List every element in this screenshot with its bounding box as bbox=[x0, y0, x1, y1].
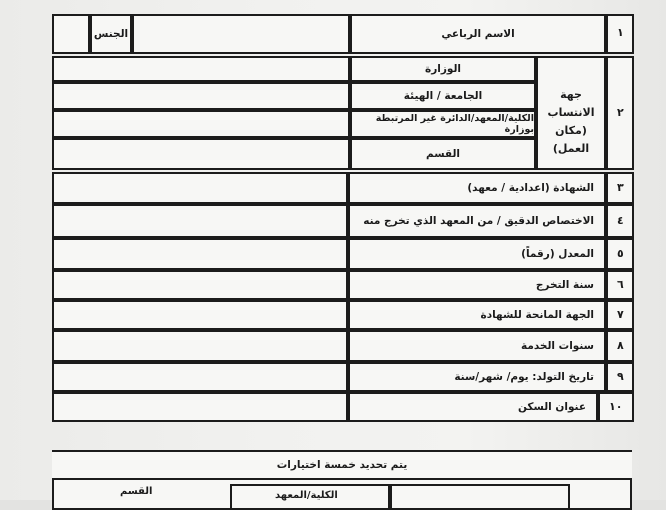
row-number-cell bbox=[606, 330, 634, 362]
college-field[interactable] bbox=[52, 110, 350, 138]
affiliation-title-cell bbox=[536, 56, 606, 170]
ministry-label: الوزارة bbox=[350, 56, 536, 82]
row-number-cell bbox=[606, 362, 634, 392]
university-field[interactable] bbox=[52, 82, 350, 110]
row-number: ١٠ bbox=[609, 400, 623, 413]
certificate-field[interactable] bbox=[52, 172, 348, 204]
certificate-label: الشهادة (اعدادية / معهد) bbox=[348, 172, 606, 204]
choices-col-college: الكلية/المعهد bbox=[275, 490, 338, 501]
graduation-year-field[interactable] bbox=[52, 270, 348, 300]
full-name-field[interactable] bbox=[132, 14, 350, 54]
gender-field[interactable] bbox=[52, 14, 90, 54]
department-label: القسم bbox=[350, 138, 536, 170]
row-number-cell bbox=[606, 300, 634, 330]
row-number-cell bbox=[606, 14, 634, 54]
birth-date-label: تاريخ التولد: يوم/ شهر/سنة bbox=[348, 362, 606, 392]
college-label: الكلية/المعهد/الدائرة غير المرتبطة بوزارة bbox=[350, 110, 536, 138]
gender-label: الجنس bbox=[90, 14, 132, 54]
specialization-label: الاختصاص الدقيق / من المعهد الذي تخرج منه bbox=[348, 204, 606, 238]
birth-date-field[interactable] bbox=[52, 362, 348, 392]
university-label: الجامعة / الهيئة bbox=[350, 82, 536, 110]
service-years-field[interactable] bbox=[52, 330, 348, 362]
issuing-body-label: الجهة المانحة للشهادة bbox=[348, 300, 606, 330]
row-number-cell bbox=[606, 56, 634, 170]
average-label: المعدل (رقماً) bbox=[348, 238, 606, 270]
choices-title: يتم تحديد خمسة اختيارات bbox=[52, 452, 632, 480]
ministry-field[interactable] bbox=[52, 56, 350, 82]
row-number: ٥ bbox=[617, 247, 624, 260]
issuing-body-field[interactable] bbox=[52, 300, 348, 330]
row-number-cell bbox=[606, 204, 634, 238]
row-number: ٢ bbox=[617, 106, 624, 119]
row-number: ٦ bbox=[617, 278, 624, 291]
address-label: عنوان السكن bbox=[348, 392, 598, 422]
row-number-cell bbox=[606, 238, 634, 270]
row-number-cell bbox=[598, 392, 634, 422]
row-number: ٧ bbox=[617, 308, 624, 321]
row-number: ١ bbox=[617, 26, 624, 39]
row-number: ٩ bbox=[617, 370, 624, 383]
service-years-label: سنوات الخدمة bbox=[348, 330, 606, 362]
affiliation-title: جهة الانتساب (مكان العمل) bbox=[547, 88, 595, 155]
address-field[interactable] bbox=[52, 392, 348, 422]
choices-header-dept-box bbox=[390, 484, 570, 508]
average-field[interactable] bbox=[52, 238, 348, 270]
graduation-year-label: سنة التخرج bbox=[348, 270, 606, 300]
row-number-cell bbox=[606, 172, 634, 204]
choices-col-department: القسم bbox=[120, 486, 153, 497]
full-name-label: الاسم الرباعي bbox=[350, 14, 606, 54]
specialization-field[interactable] bbox=[52, 204, 348, 238]
department-field[interactable] bbox=[52, 138, 350, 170]
row-number-cell bbox=[606, 270, 634, 300]
row-number: ٤ bbox=[617, 214, 624, 227]
row-number: ٣ bbox=[617, 181, 624, 194]
row-number: ٨ bbox=[617, 339, 624, 352]
